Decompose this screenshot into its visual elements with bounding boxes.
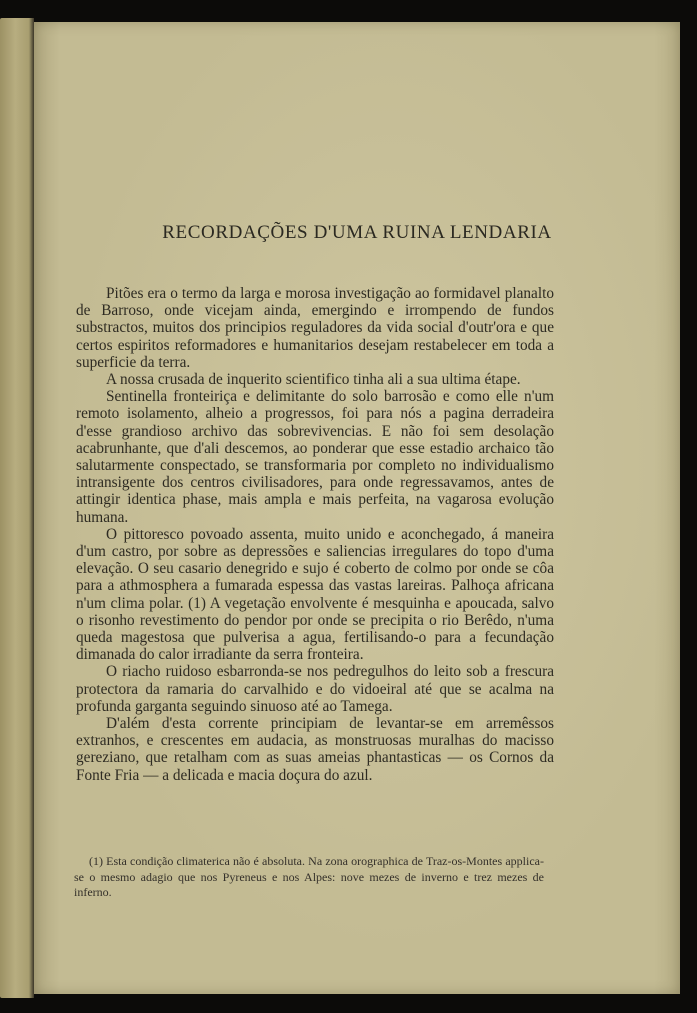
- paragraph: O pittoresco povoado assenta, muito unido e aconchegado, á maneira d'um castro, por sobre as depressões e saliencias irregulares do topo d'uma elevação. O seu casario denegrido e sujo é coberto de colmo por onde se côa para a athmosphera a fumarada espessa das vastas lareiras. Palhoça africana n'um clima polar. (1) A vegetação envolvente é mesquinha e apoucada, salvo o risonho revestimento do pendor por onde se precipita o rio Berêdo, n'uma queda magestosa que pulverisa a agua, fertilisando-o para a fecundação dimanada do calor irradiante da serra fronteira.: [76, 525, 554, 664]
- footnote: [74, 854, 544, 901]
- paragraph: A nossa crusada de inquerito scientifico tinha ali a sua ultima étape.: [106, 371, 521, 389]
- body-text: [76, 285, 554, 784]
- book-page: [34, 22, 680, 994]
- paragraph: Pitões era o termo da larga e morosa investigação ao formidavel planalto de Barroso, onde vicejam ainda, emergindo e irrompendo de fundos substractos, muitos dos principios reguladores da vida social d'outr'ora e que certos espiritos reformadores e humanitarios desejam restabelecer em toda a superficie da terra.: [76, 285, 554, 371]
- chapter-title: RECORDAÇÕES D'UMA RUINA LENDARIA: [162, 222, 552, 243]
- paragraph: O riacho ruidoso esbarronda-se nos pedregulhos do leito sob a frescura protectora da ramaria do carvalhido e do vidoeiral até que se acalma na profunda garganta seguindo sinuoso até ao Tamega.: [76, 663, 554, 715]
- footnote-text: (1) Esta condição climaterica não é absoluta. Na zona orographica de Traz-os-Montes applica-se o mesmo adagio que nos Pyreneus e nos Alpes: nove mezes de inverno e trez mezes de inferno.: [74, 854, 544, 899]
- paragraph: Sentinella fronteiriça e delimitante do solo barrosão e como elle n'um remoto isolamento, alheio a progressos, foi para nós a pagina derradeira d'esse grandioso archivo das sobrevivencias. E não foi sem desolação acabrunhante, que d'ali descemos, ao ponderar que esse estadio archaico tão salutarmente conspectado, se transformaria por completo no individualismo intransigente dos centros civilisadores, para onde regressavamos, antes de attingir identica phase, mais ampla e mais perfeita, na vagarosa evolução humana.: [76, 388, 554, 526]
- left-page-edge: [0, 18, 34, 998]
- paragraph: D'além d'esta corrente principiam de levantar-se em arremêssos extranhos, e crescentes em audacia, as monstruosas muralhas do macisso gereziano, que retalham com as suas ameias phantasticas — os Cornos da Fonte Fria — a delicada e macia doçura do azul.: [76, 715, 554, 784]
